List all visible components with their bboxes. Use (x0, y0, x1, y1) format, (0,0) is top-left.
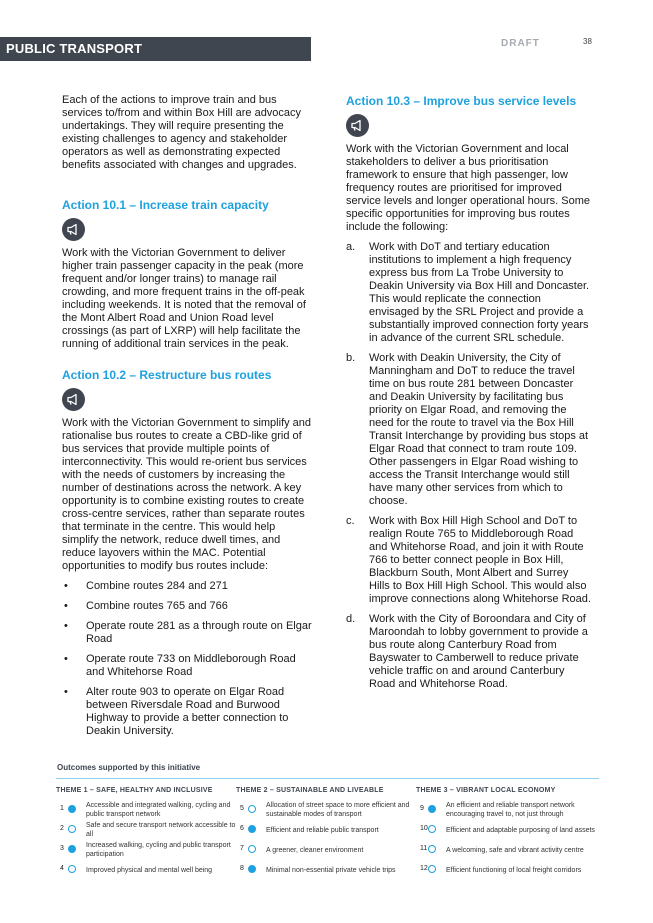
list-item: • Combine routes 284 and 271 (64, 580, 228, 592)
outcome-item: 8 Minimal non-essential private vehicle trips (240, 865, 396, 874)
outcome-circle-icon (428, 845, 436, 853)
list-item: a. Work with DoT and tertiary education institutions to implement a high frequency express bus from La Trobe University to Deakin University via Box Hill and Doncaster. This would replicate the connection envisaged by the SRL Project and provide a substantially improved connection forty years in advance of the current SRL schedule. (346, 241, 590, 344)
draft-label: DRAFT (501, 38, 540, 49)
outcome-circle-icon (248, 825, 256, 833)
outcome-item: 12 Efficient functioning of local freight corridors (420, 865, 582, 874)
theme-1 (56, 787, 236, 880)
outcome-item: 9 An efficient and reliable transport network encouraging travel to, not just through (420, 802, 575, 818)
outcome-item: 4 Improved physical and mental well being (60, 865, 213, 874)
section-title: PUBLIC TRANSPORT (6, 41, 143, 56)
bus-route-options-list (62, 580, 312, 738)
right-column (346, 94, 591, 698)
left-column (62, 94, 312, 745)
action-10-3-heading: Action 10.3 – Improve bus service levels (346, 94, 577, 108)
theme-2 (236, 787, 416, 880)
outcome-circle-icon (248, 845, 256, 853)
outcome-circle-icon (248, 865, 256, 873)
bus-opportunities-list (346, 241, 591, 691)
outcome-item: 3 Increased walking, cycling and public transport participation (60, 842, 231, 858)
outcome-item: 2 Safe and secure transport network accessible to all (60, 822, 236, 838)
outcome-item: 7 A greener, cleaner environment (240, 845, 364, 854)
list-item: c. Work with Box Hill High School and DoT to realign Route 765 to Middleborough Road and Whitehorse Road, and join it with Route 766 to better connect people in Box Hill, Blackburn South, Mont Albert and Surrey Hills to Box Hill High School. This would also improve connections along Whitehorse Road. (346, 515, 591, 605)
megaphone-icon (62, 388, 85, 411)
action-10-3-body: Work with the Victorian Government and local stakeholders to deliver a bus prioritisation framework to ensure that high passenger, low frequency routes are prioritised for improved service levels and longer operational hours. Some specific opportunities for improving bus routes include the following: (346, 143, 590, 233)
theme-title: THEME 3 – VIBRANT LOCAL ECONOMY (416, 787, 556, 794)
theme-3 (416, 787, 596, 880)
action-10-1-body: Work with the Victorian Government to deliver higher train passenger capacity in the peak (more frequent and/or longer trains) to manage rail crowding, and more frequent trains in the off-peak including weekends. It is noted that the removal of the Mont Albert Road and Union Road level crossings (as part of LXRP) will help facilitate the running of additional train services in the peak. (62, 247, 306, 350)
outcome-circle-icon (68, 865, 76, 873)
list-item: b. Work with Deakin University, the City of Manningham and DoT to reduce the travel time on bus route 281 between Doncaster and Deakin University by facilitating bus priority on Elgar Road, and removing the need for the route to travel via the Box Hill Transit Interchange by providing bus stops at Elgar Road that connect to tram route 109. Other passengers in Elgar Road wishing to access the Transit Interchange would still have many other services from which to choose. (346, 352, 589, 507)
section-banner (0, 37, 311, 61)
list-item: • Alter route 903 to operate on Elgar Road between Riversdale Road and Burwood Highway to provide a better connection to Deakin University. (64, 686, 289, 737)
outcome-circle-icon (68, 825, 76, 833)
outcome-item: 10 Efficient and adaptable purposing of land assets (420, 825, 595, 834)
outcome-circle-icon (248, 805, 256, 813)
list-item: d. Work with the City of Boroondara and City of Maroondah to lobby government to provide a bus route along Canterbury Road from Bayswater to Camberwell to reduce private vehicle traffic on and around Canterbury Road and Whitehorse Road. (346, 613, 588, 690)
outcome-circle-icon (428, 825, 436, 833)
outcome-item: 5 Allocation of street space to more efficient and sustainable modes of transport (240, 802, 410, 818)
action-10-2-body: Work with the Victorian Government to simplify and rationalise bus routes to create a CBD-like grid of bus services that provide multiple points of interconnectivity. This would re-orient bus services with the needs of customers by increasing the number of destinations across the network. A key opportunity is to combine existing routes to create cross-centre services, rather than separate routes that terminate in the centre. This would help simplify the network, reduce dwell times, and reduce layovers within the MAC. Potential opportunities to modify bus routes include: (62, 417, 312, 572)
outcomes-title: Outcomes supported by this initiative (57, 763, 201, 772)
outcome-item: 11 A welcoming, safe and vibrant activity centre (420, 845, 584, 854)
intro-paragraph: Each of the actions to improve train and bus services to/from and within Box Hill are advocacy undertakings. They will require presenting the existing challenges to agency and stakeholder operators as well as demonstrating expected benefits associated with changes and upgrades. (62, 94, 302, 171)
megaphone-icon (62, 218, 85, 241)
outcome-item: 1 Accessible and integrated walking, cycling and public transport network (60, 802, 231, 818)
outcome-circle-icon (68, 845, 76, 853)
outcome-circle-icon (428, 865, 436, 873)
outcome-item: 6 Efficient and reliable public transport (240, 825, 379, 834)
list-item: • Operate route 281 as a through route on Elgar Road (64, 620, 312, 645)
theme-title: THEME 2 – SUSTAINABLE AND LIVEABLE (236, 787, 384, 794)
list-item: • Combine routes 765 and 766 (64, 600, 228, 612)
list-item: • Operate route 733 on Middleborough Road and Whitehorse Road (64, 653, 296, 678)
action-10-2-heading: Action 10.2 – Restructure bus routes (62, 368, 272, 382)
outcome-circle-icon (428, 805, 436, 813)
outcome-circle-icon (68, 805, 76, 813)
page-number: 38 (583, 37, 592, 46)
theme-title: THEME 1 – SAFE, HEALTHY AND INCLUSIVE (56, 787, 213, 794)
action-10-1-heading: Action 10.1 – Increase train capacity (62, 198, 269, 212)
outcomes-divider (56, 778, 599, 779)
megaphone-icon (346, 114, 369, 137)
